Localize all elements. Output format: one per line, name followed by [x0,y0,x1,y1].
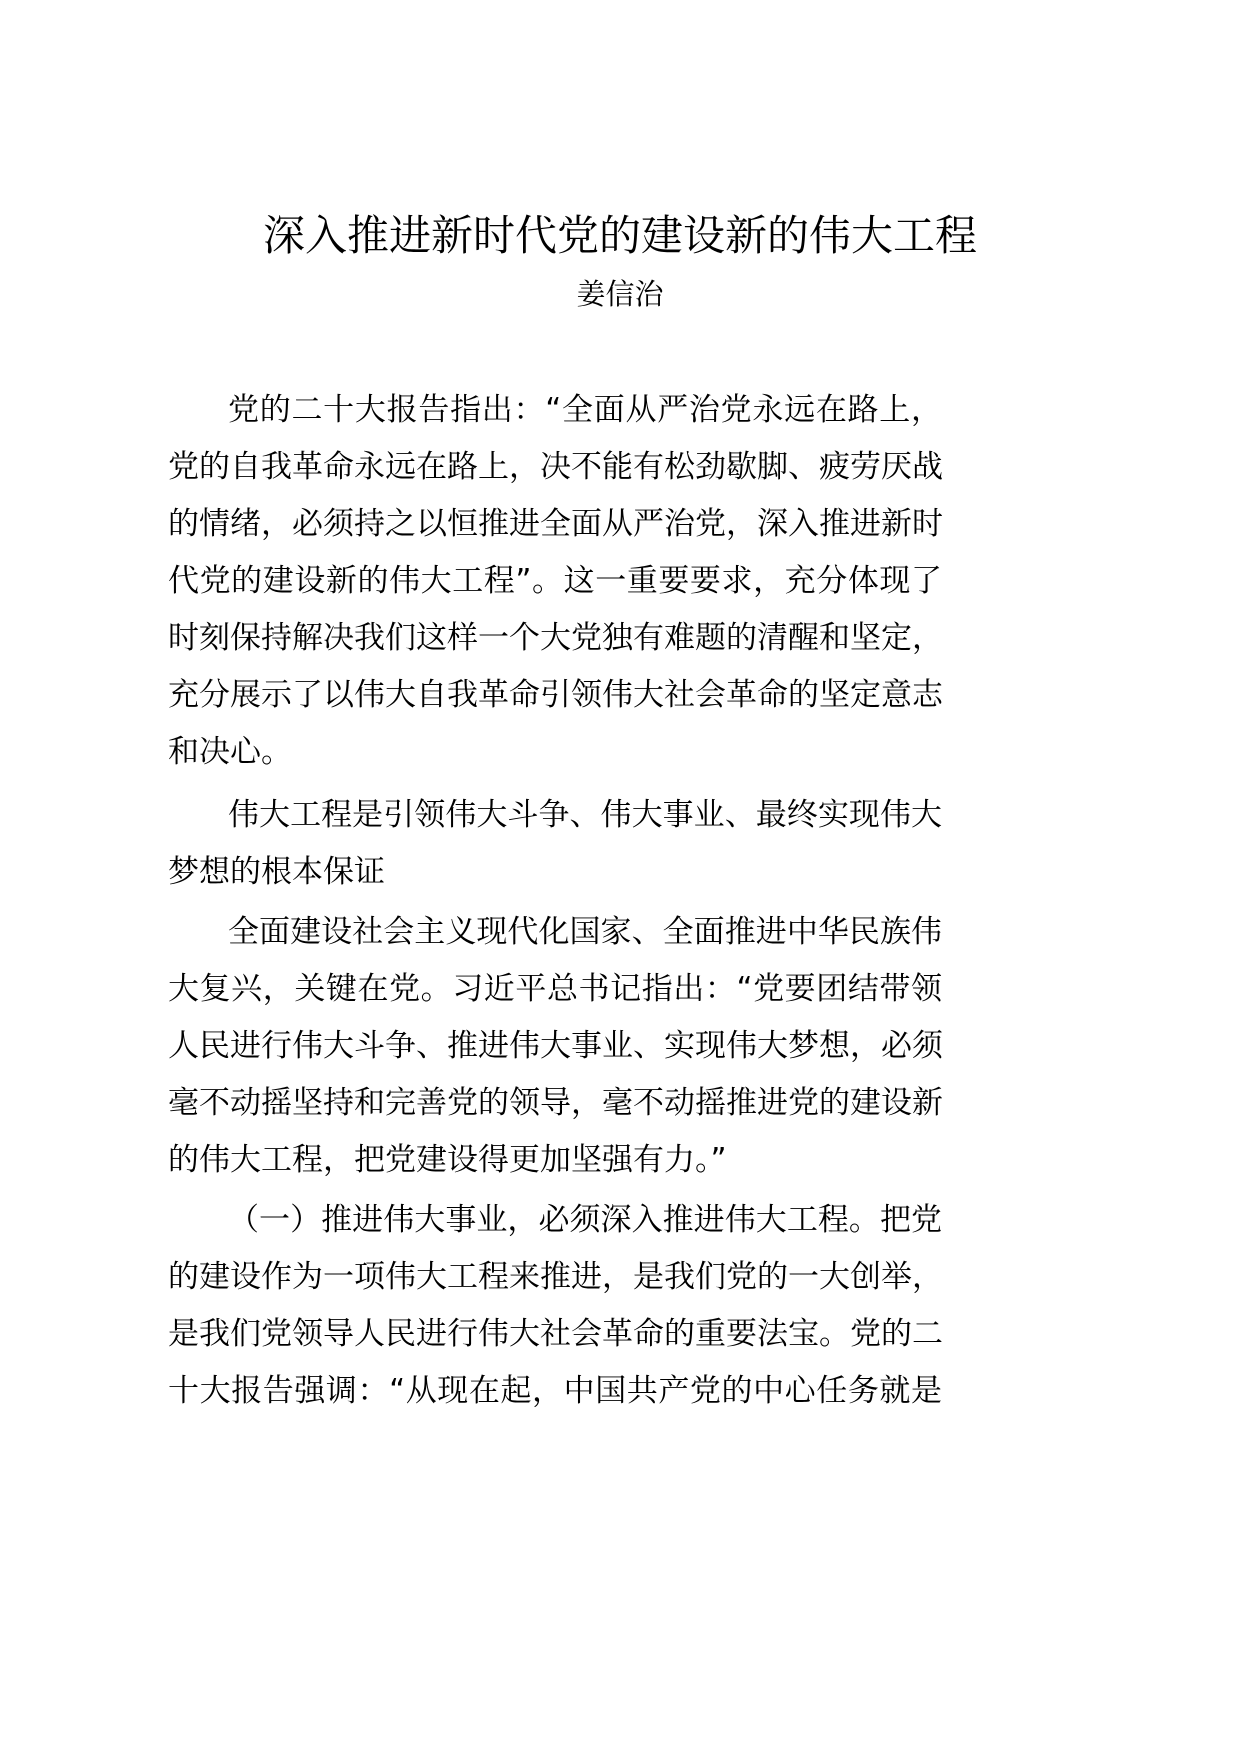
paragraph-line: 全面建设社会主义现代化国家、全面推进中华民族伟 [228,914,942,950]
paragraph-line: 时刻保持解决我们这样一个大党独有难题的清醒和坚定， [168,620,943,656]
paragraph-line: 毫不动摇坚持和完善党的领导，毫不动摇推进党的建设新 [168,1085,943,1121]
paragraph-line: 是我们党领导人民进行伟大社会革命的重要法宝。党的二 [168,1316,943,1352]
heading-line: 梦想的根本保证 [168,854,385,890]
paragraph-line: 党的自我革命永远在路上，决不能有松劲歇脚、疲劳厌战 [168,449,943,485]
paragraph-line: 大复兴，关键在党。习近平总书记指出：“党要团结带领 [168,971,942,1007]
paragraph-line: 充分展示了以伟大自我革命引领伟大社会革命的坚定意志 [168,677,943,713]
paragraph-line: 人民进行伟大斗争、推进伟大事业、实现伟大梦想，必须 [168,1028,943,1064]
paragraph-line: 和决心。 [168,734,292,770]
paragraph-line: 的伟大工程，把党建设得更加坚强有力。” [168,1142,727,1178]
paragraph-line: 党的二十大报告指出：“全面从严治党永远在路上， [228,392,942,428]
heading-line: 伟大工程是引领伟大斗争、伟大事业、最终实现伟大 [228,797,942,833]
paragraph-line: 十大报告强调：“从现在起，中国共产党的中心任务就是 [168,1373,942,1409]
paragraph-line: 代党的建设新的伟大工程”。这一重要要求，充分体现了 [168,563,942,599]
paragraph-line: （一）推进伟大事业，必须深入推进伟大工程。把党 [228,1202,942,1238]
document-author: 姜信治 [576,277,664,311]
paragraph-line: 的情绪，必须持之以恒推进全面从严治党，深入推进新时 [168,506,943,542]
document-title: 深入推进新时代党的建设新的伟大工程 [262,211,977,260]
paragraph-line: 的建设作为一项伟大工程来推进，是我们党的一大创举， [168,1259,943,1295]
